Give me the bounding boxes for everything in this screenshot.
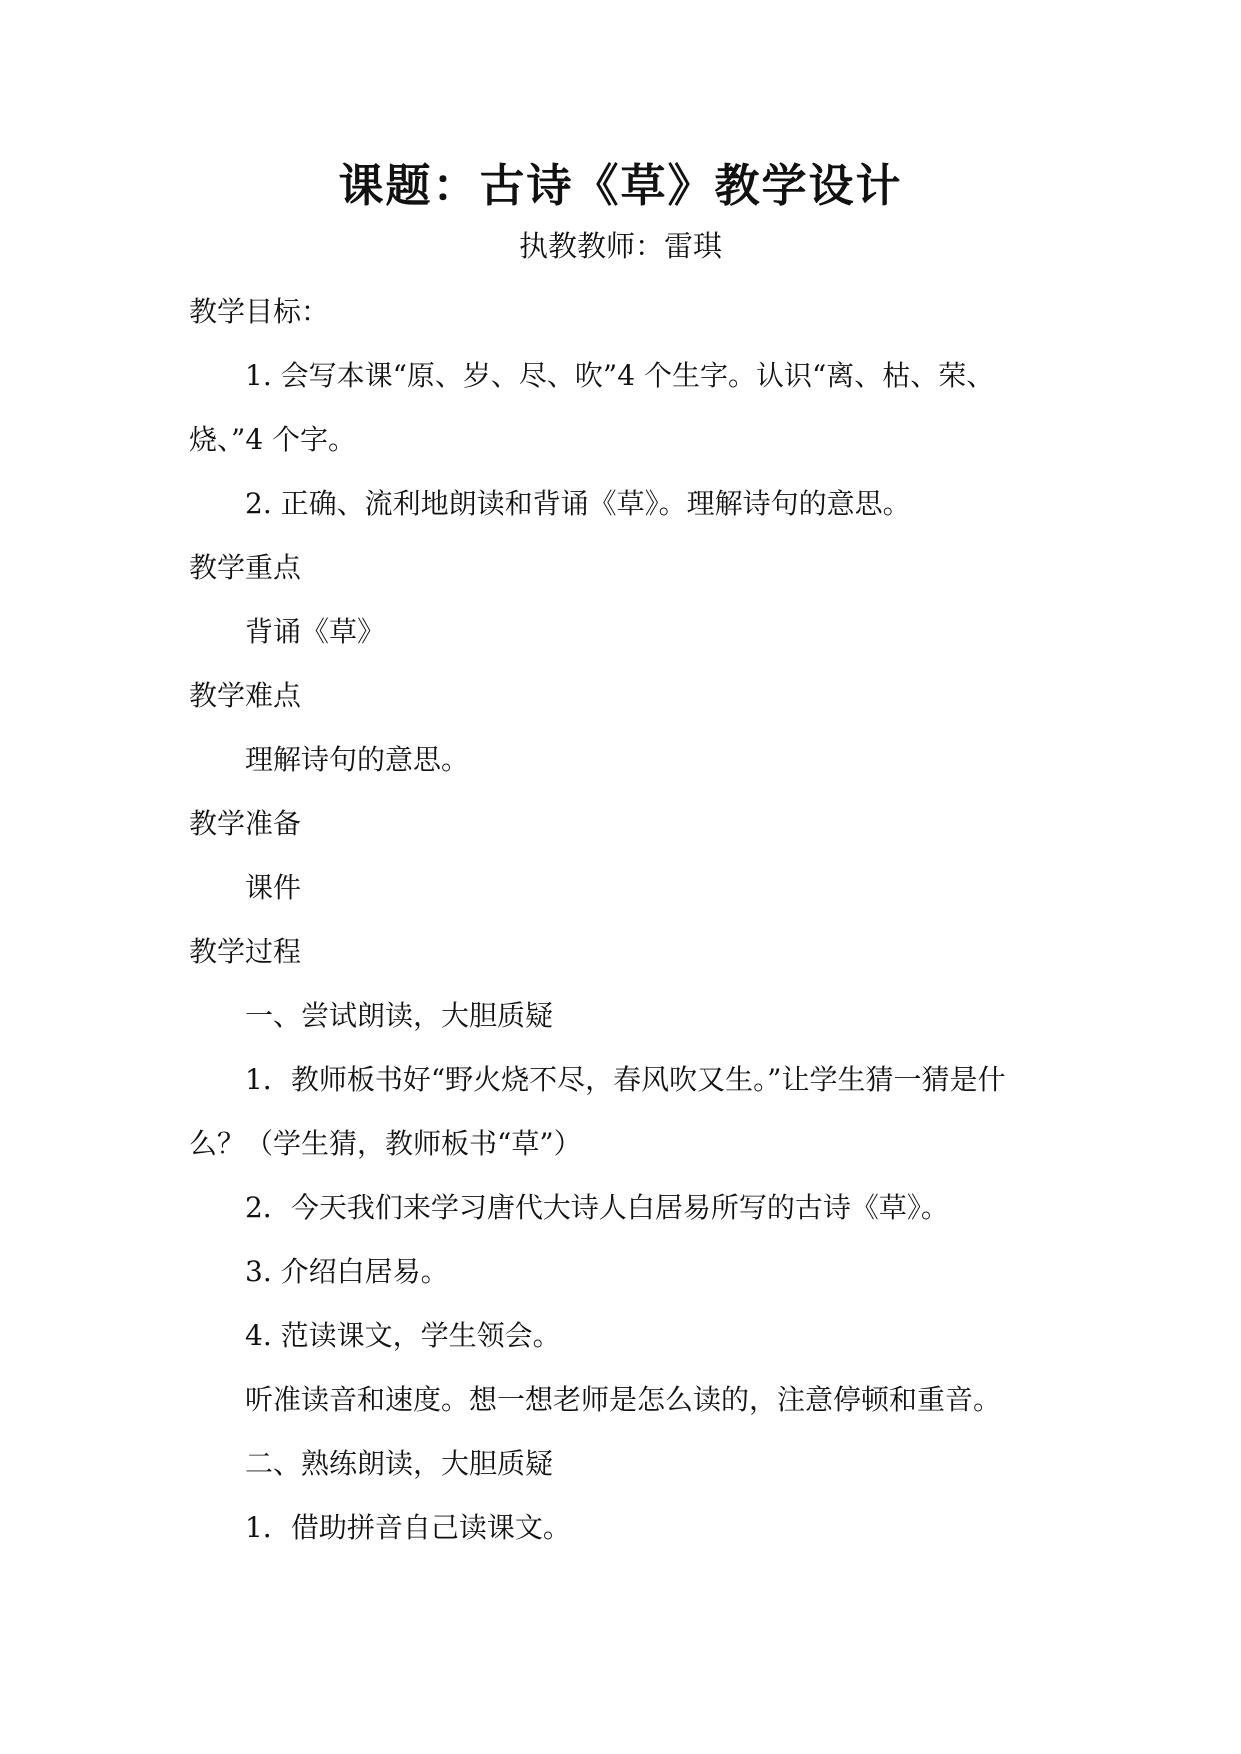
heading-objectives: 教学目标：: [189, 295, 330, 328]
paragraph-line: 1. 会写本课“原、岁、尽、吹”4 个生字。认识“离、枯、荣、: [245, 359, 995, 392]
paragraph-line: 听准读音和速度。想一想老师是怎么读的，注意停顿和重音。: [245, 1383, 1002, 1416]
heading-preparation: 教学准备: [189, 807, 302, 840]
page-title: 课题：古诗《草》教学设计: [338, 159, 903, 212]
paragraph-line: 1．借助拼音自己读课文。: [245, 1511, 571, 1544]
paragraph-line: 1．教师板书好“野火烧不尽，春风吹又生。”让学生猜一猜是什: [245, 1063, 1006, 1096]
paragraph-line: 3. 介绍白居易。: [245, 1255, 449, 1288]
paragraph-line: 烧、”4 个字。: [189, 423, 357, 456]
paragraph-line: 4. 范读课文，学生领会。: [245, 1319, 561, 1352]
paragraph-line: 么？（学生猜，教师板书“草”）: [189, 1127, 582, 1160]
heading-difficulties: 教学难点: [189, 679, 302, 712]
paragraph-line: 课件: [245, 871, 302, 904]
heading-key-points: 教学重点: [189, 551, 302, 584]
section-heading: 二、熟练朗读，大胆质疑: [245, 1447, 554, 1480]
heading-process: 教学过程: [189, 935, 302, 968]
section-heading: 一、尝试朗读，大胆质疑: [245, 999, 554, 1032]
paragraph-line: 背诵《草》: [245, 615, 386, 648]
paragraph-line: 理解诗句的意思。: [245, 743, 470, 776]
paragraph-line: 2．今天我们来学习唐代大诗人白居易所写的古诗《草》。: [245, 1191, 949, 1224]
teacher-line: 执教教师：雷琪: [518, 229, 722, 263]
paragraph-line: 2. 正确、流利地朗读和背诵《草》。理解诗句的意思。: [245, 487, 911, 520]
